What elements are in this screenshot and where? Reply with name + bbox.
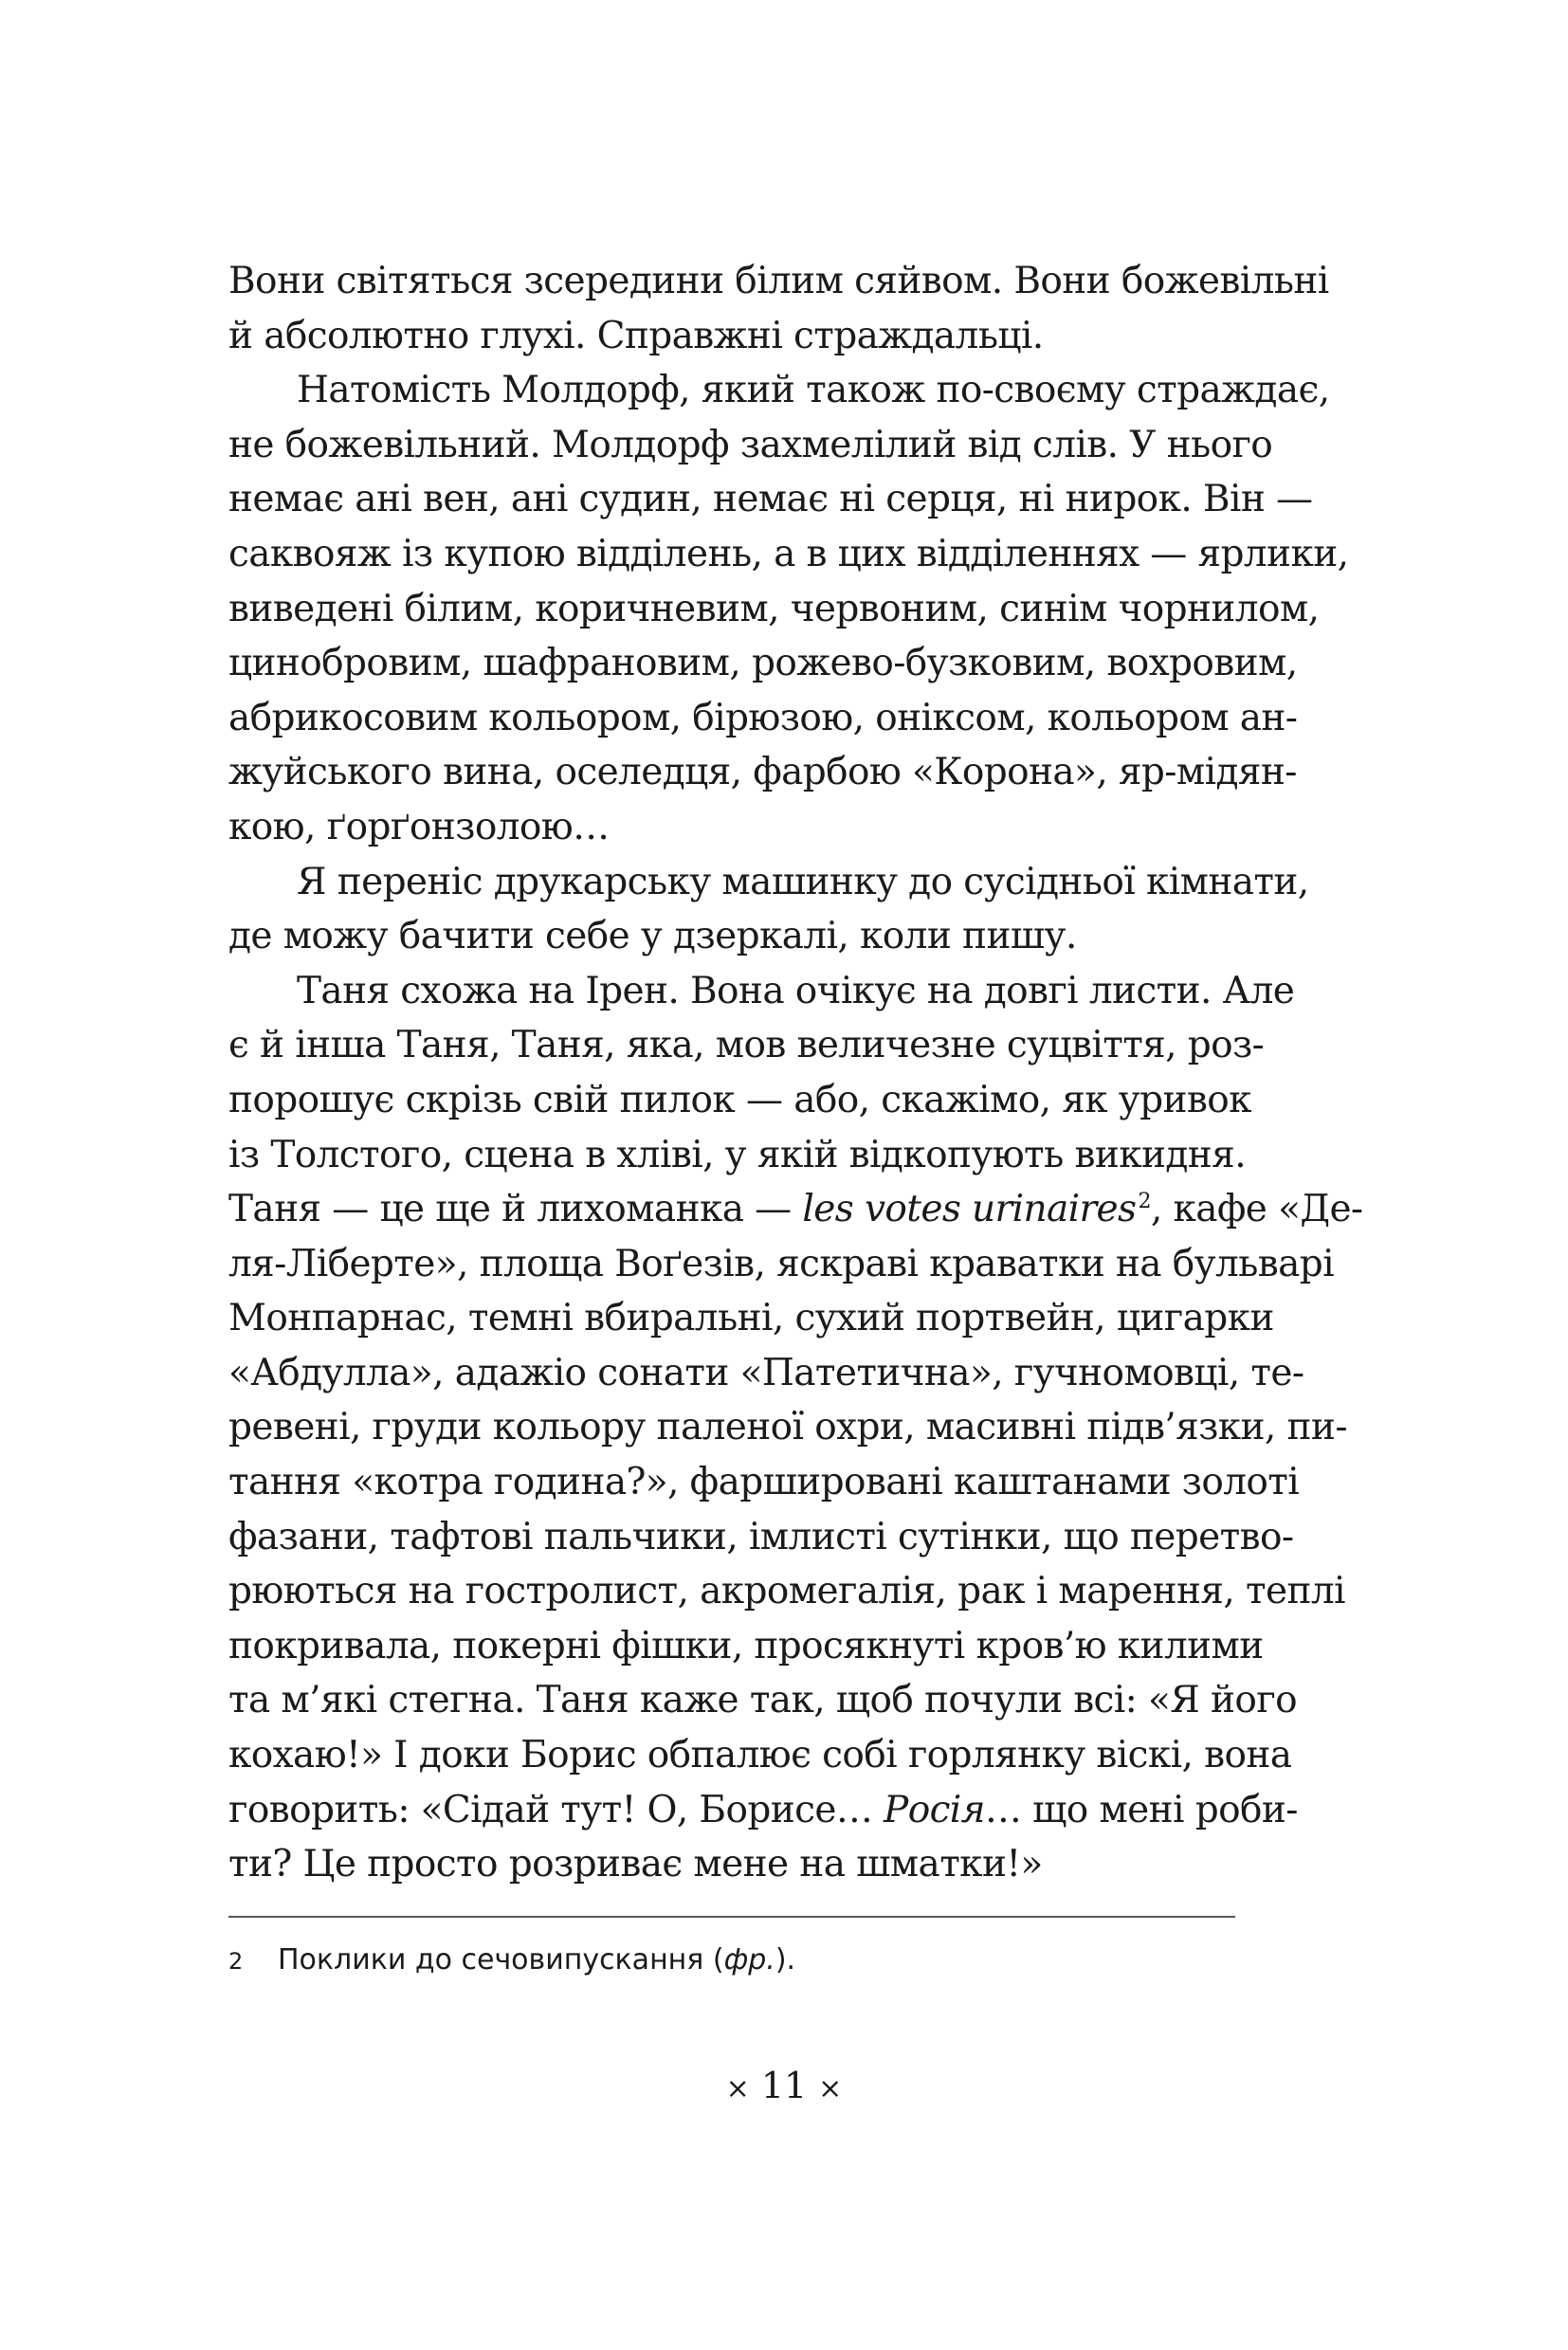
ornament-right-icon: × — [818, 2072, 843, 2105]
text-line: фазани, тафтові пальчики, імлисті сутінки, що перетво- — [228, 1515, 1294, 1558]
text-line: й абсолютно глухі. Справжні страждальці. — [228, 314, 1044, 357]
footnote-text-end: ). — [775, 1943, 796, 1977]
text-line: Монпарнас, темні вбиральні, сухий портвейн, цигарки — [228, 1297, 1274, 1340]
text-line: виведені білим, коричневим, червоним, синім чорнилом, — [228, 587, 1320, 630]
text-line: саквояж із купою відділень, а в цих відділеннях — ярлики, — [228, 532, 1349, 575]
text-line: є й інша Таня, Таня, яка, мов величезне суцвіття, роз- — [228, 1024, 1265, 1067]
text-run: говорить: «Сідай тут! О, Борисе… — [228, 1788, 884, 1831]
text-line: ревені, груди кольору паленої охри, масивні підв’язки, пи- — [228, 1406, 1347, 1449]
text-line: де можу бачити себе у дзеркалі, коли пишу. — [228, 915, 1077, 958]
text-line: «Абдулла», адажіо сонати «Патетична», гучномовці, те- — [228, 1351, 1304, 1394]
text-line: Я переніс друкарську машинку до сусідньої кімнати, — [297, 860, 1309, 903]
footnote-text: Поклики до сечовипускання ( — [278, 1943, 724, 1977]
text-line: із Толстого, сцена в хліві, у якій відкопують викидня. — [228, 1133, 1246, 1176]
text-run: … що мені роби- — [984, 1788, 1298, 1831]
text-line: порошує скрізь свій пилок — або, скажімо, як уривок — [228, 1078, 1251, 1121]
text-line: немає ані вен, ані судин, немає ні серця, ні нирок. Він — — [228, 478, 1313, 521]
text-line: кохаю!» І доки Борис обпалює собі горлянку віскі, вона — [228, 1734, 1292, 1777]
footnote-number: 2 — [228, 1948, 244, 1975]
text-line: покривала, покерні фішки, просякнуті кров’ю килими — [228, 1624, 1264, 1667]
text-line: тання «котра година?», фаршировані каштанами золоті — [228, 1461, 1300, 1504]
footnote-divider — [228, 1916, 1235, 1918]
footnote — [228, 1940, 1235, 1982]
page-number-footer — [0, 2062, 1568, 2113]
ornament-left-icon: × — [725, 2072, 750, 2105]
text-line: Вони світяться зсередини білим сяйвом. Вони божевільні — [228, 260, 1329, 302]
text-line: жуйського вина, оселедця, фарбою «Корона», яр-мідян- — [228, 751, 1297, 794]
text-line — [228, 1182, 1363, 1237]
text-line: абрикосовим кольором, бірюзою, оніксом, кольором ан- — [228, 696, 1298, 739]
text-run: , кафе «Де- — [1150, 1188, 1363, 1231]
page-number: 11 — [760, 2065, 808, 2106]
footnote-reference[interactable]: 2 — [1138, 1190, 1151, 1214]
italic-phrase: Росія — [884, 1788, 985, 1831]
body-text — [228, 254, 1363, 1892]
text-line: ти? Це просто розриває мене на шматки!» — [228, 1843, 1043, 1886]
text-line: Натомість Молдорф, який також по-своєму страждає, — [297, 369, 1330, 412]
footnote-italic: фр. — [723, 1943, 775, 1977]
text-line: кою, ґорґонзолою… — [228, 805, 610, 848]
text-line: ля-Ліберте», площа Воґезів, яскраві краватки на бульварі — [228, 1242, 1335, 1285]
text-line: Таня схожа на Ірен. Вона очікує на довгі листи. Але — [297, 969, 1295, 1012]
italic-phrase: les votes urinaires — [802, 1188, 1137, 1231]
text-line: та м’які стегна. Таня каже так, щоб почули всі: «Я його — [228, 1679, 1297, 1722]
text-line: не божевільний. Молдорф захмелілий від слів. У нього — [228, 423, 1273, 466]
text-run: Таня — це ще й лихоманка — — [228, 1188, 803, 1231]
text-line: рюються на гостролист, акромегалія, рак і марення, теплі — [228, 1570, 1345, 1613]
text-line — [228, 1783, 1298, 1838]
text-line: цинобровим, шафрановим, рожево-бузковим, вохровим, — [228, 642, 1298, 685]
